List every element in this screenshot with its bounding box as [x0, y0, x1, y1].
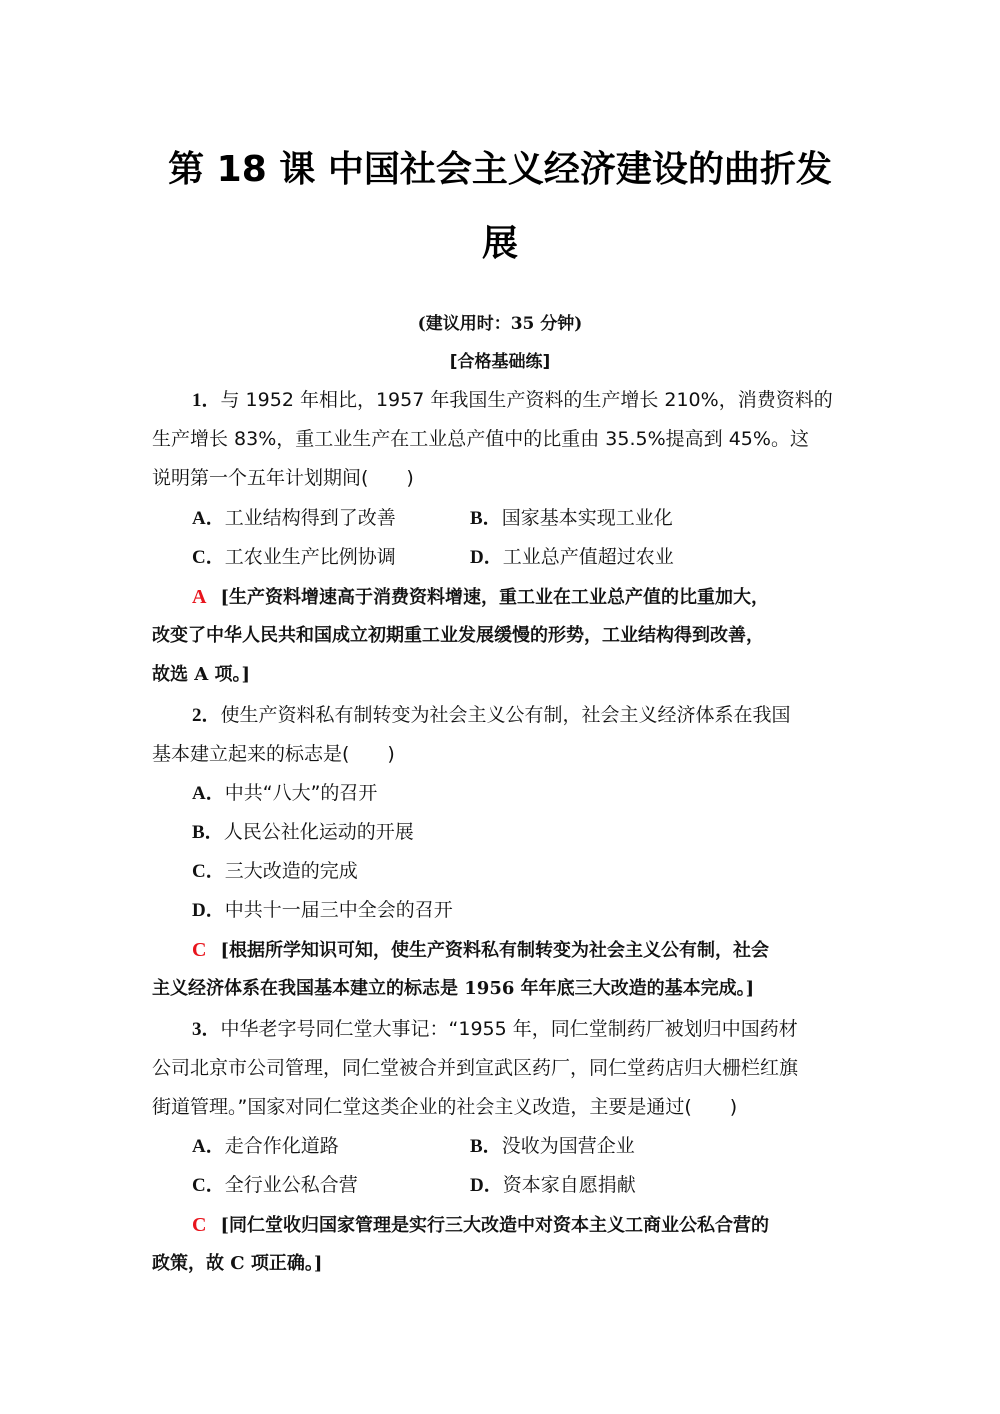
option-c[interactable]	[192, 859, 892, 884]
explanation-text: [根据所学知识可知，使生产资料私有制转变为社会主义公有制，社会	[220, 940, 769, 961]
option-text: 走合作化道路	[224, 1135, 339, 1157]
option-label: D．	[470, 547, 503, 568]
option-label: B．	[192, 822, 224, 843]
question-stem-line: 生产增长 83%，重工业生产在工业总产值中的比重由 35.5%提高到 45%。这	[152, 428, 809, 450]
option-a[interactable]	[192, 781, 892, 806]
answer-key: C	[192, 939, 207, 961]
option-label: C．	[192, 547, 225, 568]
explanation-line	[192, 1213, 892, 1238]
option-text: 全行业公私合营	[224, 1174, 358, 1196]
option-b[interactable]	[192, 820, 892, 845]
explanation-text: [生产资料增速高于消费资料增速，重工业在工业总产值的比重加大，	[220, 587, 769, 608]
option-text: 工业总产值超过农业	[502, 546, 674, 568]
stem-text: 中华老字号同仁堂大事记：“1955 年，同仁堂制药厂被划归中国药材	[220, 1018, 798, 1040]
page-title-line-2: 展	[481, 223, 518, 264]
stem-text: 与 1952 年相比，1957 年我国生产资料的生产增长 210%，消费资料的	[220, 389, 833, 411]
option-text: 工农业生产比例协调	[224, 546, 396, 568]
page-title-line-1: 第 18 课 中国社会主义经济建设的曲折发	[168, 149, 832, 190]
option-d[interactable]	[470, 545, 674, 570]
option-label: D．	[470, 1175, 503, 1196]
option-b[interactable]	[470, 506, 673, 531]
option-d[interactable]	[470, 1173, 636, 1198]
explanation-line: 主义经济体系在我国基本建立的标志是 1956 年年底三大改造的基本完成。]	[152, 978, 755, 999]
option-text: 工业结构得到了改善	[224, 507, 396, 529]
answer-key: A	[192, 586, 207, 608]
option-text: 国家基本实现工业化	[501, 507, 673, 529]
question-number: 2．	[192, 705, 221, 726]
question-stem-line: 基本建立起来的标志是( )	[152, 743, 395, 765]
option-text: 中共十一届三中全会的召开	[224, 899, 453, 921]
option-label: C．	[192, 1175, 225, 1196]
question-stem-line	[192, 703, 892, 728]
option-text: 人民公社化运动的开展	[223, 821, 414, 843]
option-label: B．	[470, 508, 502, 529]
explanation-line	[192, 938, 892, 963]
suggested-time: (建议用时：35 分钟)	[417, 314, 583, 334]
stem-text: 使生产资料私有制转变为社会主义公有制，社会主义经济体系在我国	[220, 704, 791, 726]
explanation-line: 故选 A 项。]	[152, 664, 251, 685]
question-stem-line: 公司北京市公司管理，同仁堂被合并到宣武区药厂，同仁堂药店归大栅栏红旗	[152, 1057, 799, 1079]
option-text: 三大改造的完成	[224, 860, 358, 882]
option-label: A．	[192, 1136, 225, 1157]
option-label: A．	[192, 508, 225, 529]
section-heading: [合格基础练]	[449, 352, 551, 372]
answer-key: C	[192, 1214, 207, 1236]
explanation-line: 改变了中华人民共和国成立初期重工业发展缓慢的形势，工业结构得到改善，	[152, 625, 764, 646]
option-d[interactable]	[192, 898, 892, 923]
question-stem-line: 街道管理。”国家对同仁堂这类企业的社会主义改造，主要是通过( )	[152, 1096, 738, 1118]
option-label: D．	[192, 900, 225, 921]
question-stem-line	[192, 1017, 892, 1042]
option-text: 没收为国营企业	[501, 1135, 635, 1157]
option-text: 资本家自愿捐献	[502, 1174, 636, 1196]
question-number: 1．	[192, 390, 221, 411]
option-label: A．	[192, 783, 225, 804]
explanation-text: [同仁堂收归国家管理是实行三大改造中对资本主义工商业公私合营的	[220, 1215, 769, 1236]
question-stem-line: 说明第一个五年计划期间( )	[152, 467, 414, 489]
option-b[interactable]	[470, 1134, 635, 1159]
option-label: B．	[470, 1136, 502, 1157]
explanation-line: 政策，故 C 项正确。]	[152, 1253, 323, 1274]
question-stem-line	[192, 388, 892, 413]
explanation-line	[192, 585, 892, 610]
question-number: 3．	[192, 1019, 221, 1040]
option-text: 中共“八大”的召开	[224, 782, 378, 804]
option-label: C．	[192, 861, 225, 882]
